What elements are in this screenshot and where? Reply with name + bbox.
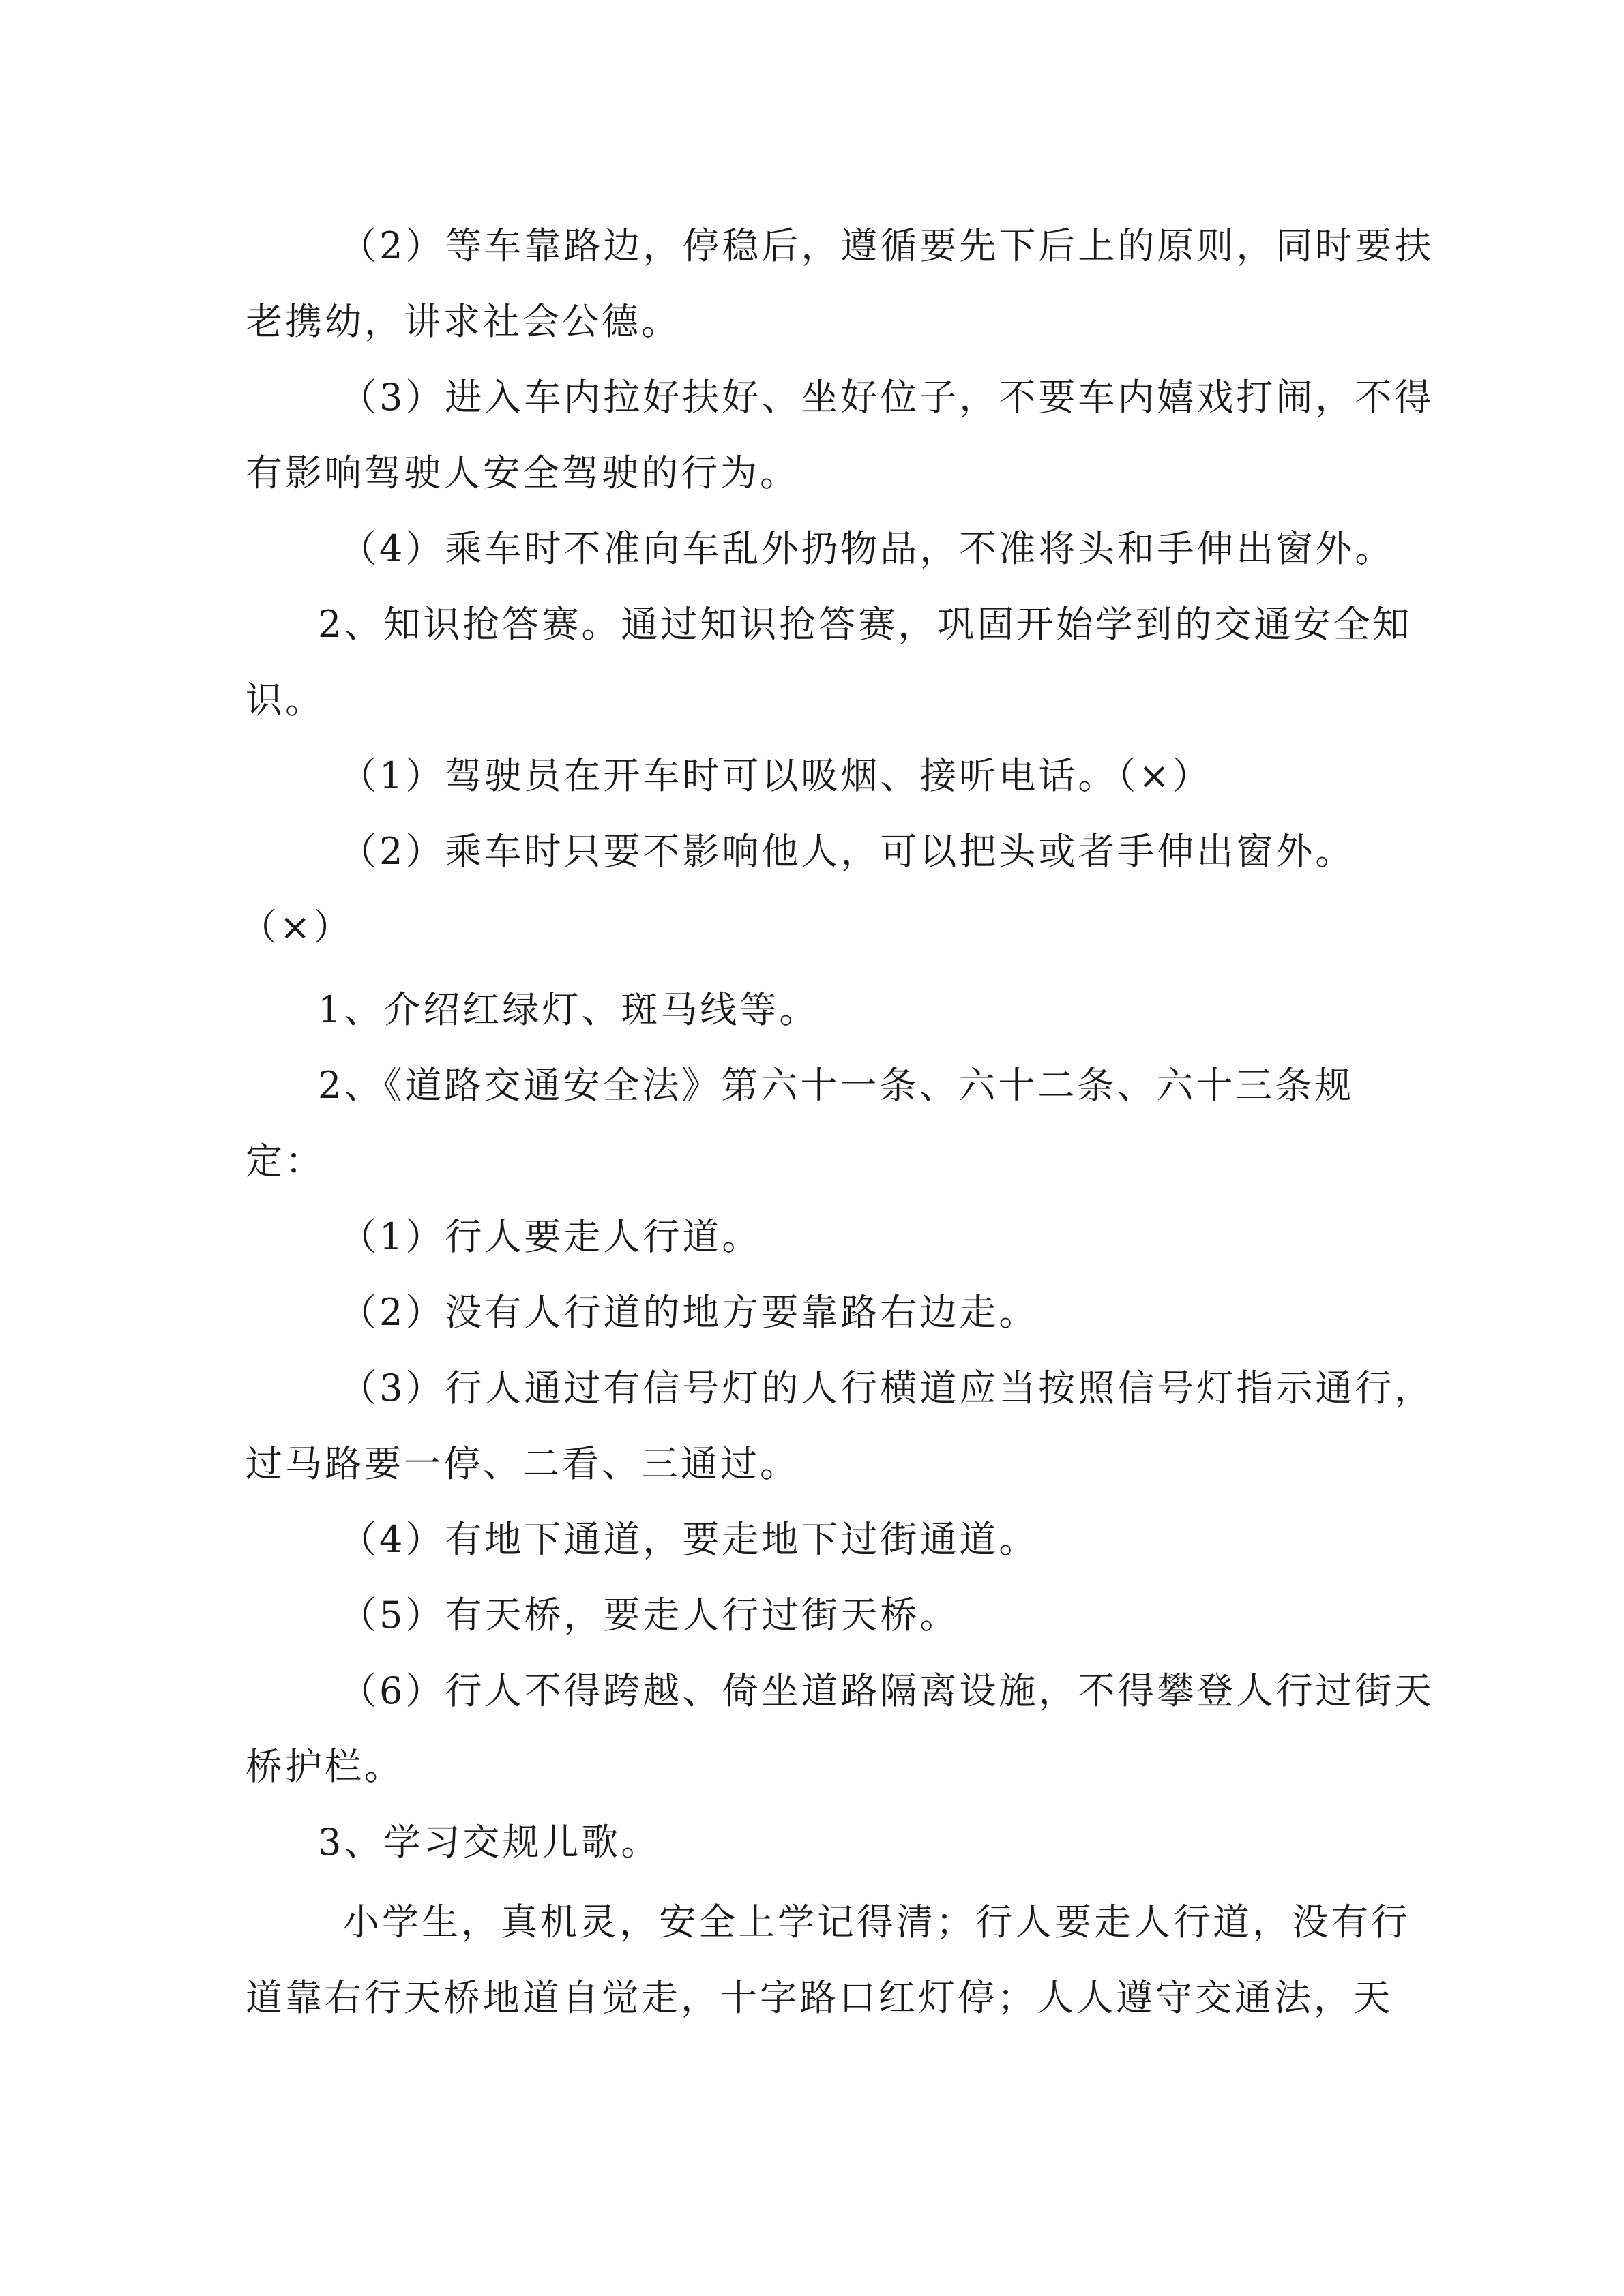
paragraph-line: （2）没有人行道的地方要靠路右边走。 <box>340 1291 1039 1334</box>
paragraph-line: 识。 <box>246 679 325 721</box>
paragraph-line: （×） <box>240 906 353 949</box>
paragraph-line: 小学生，真机灵，安全上学记得清；行人要走人行道，没有行 <box>342 1900 1411 1943</box>
paragraph-line: （1）驾驶员在开车时可以吸烟、接听电话。（×） <box>340 754 1212 797</box>
paragraph-line: 3、学习交规儿歌。 <box>318 1821 661 1864</box>
paragraph-line: 定： <box>246 1139 325 1182</box>
paragraph-line: 道靠右行天桥地道自觉走，十字路口红灯停；人人遵守交通法，天 <box>246 1976 1393 2019</box>
paragraph-line: （1）行人要走人行道。 <box>340 1215 762 1258</box>
paragraph-line: （4）有地下通道，要走地下过街通道。 <box>340 1518 1039 1561</box>
paragraph-line: 有影响驾驶人安全驾驶的行为。 <box>246 451 799 494</box>
paragraph-line: 2、《道路交通安全法》第六十一条、六十二条、六十三条规 <box>318 1064 1355 1107</box>
paragraph-line: （3）进入车内拉好扶好、坐好位子，不要车内嬉戏打闹，不得 <box>340 376 1434 419</box>
paragraph-line: （5）有天桥，要走人行过街天桥。 <box>340 1594 960 1637</box>
paragraph-line: 过马路要一停、二看、三通过。 <box>246 1442 799 1485</box>
paragraph-line: 老携幼，讲求社会公德。 <box>246 300 681 343</box>
paragraph-line: 2、知识抢答赛。通过知识抢答赛，巩固开始学到的交通安全知 <box>318 603 1413 646</box>
paragraph-line: 1、介绍红绿灯、斑马线等。 <box>318 988 819 1031</box>
paragraph-line: （6）行人不得跨越、倚坐道路隔离设施，不得攀登人行过街天 <box>340 1669 1434 1712</box>
paragraph-line: 桥护栏。 <box>246 1745 404 1788</box>
paragraph-line: （4）乘车时不准向车乱外扔物品，不准将头和手伸出窗外。 <box>340 527 1395 570</box>
paragraph-line: （2）乘车时只要不影响他人，可以把头或者手伸出窗外。 <box>340 830 1355 873</box>
paragraph-line: （2）等车靠路边，停稳后，遵循要先下后上的原则，同时要扶 <box>340 224 1434 267</box>
paragraph-line: （3）行人通过有信号灯的人行横道应当按照信号灯指示通行， <box>340 1367 1434 1410</box>
